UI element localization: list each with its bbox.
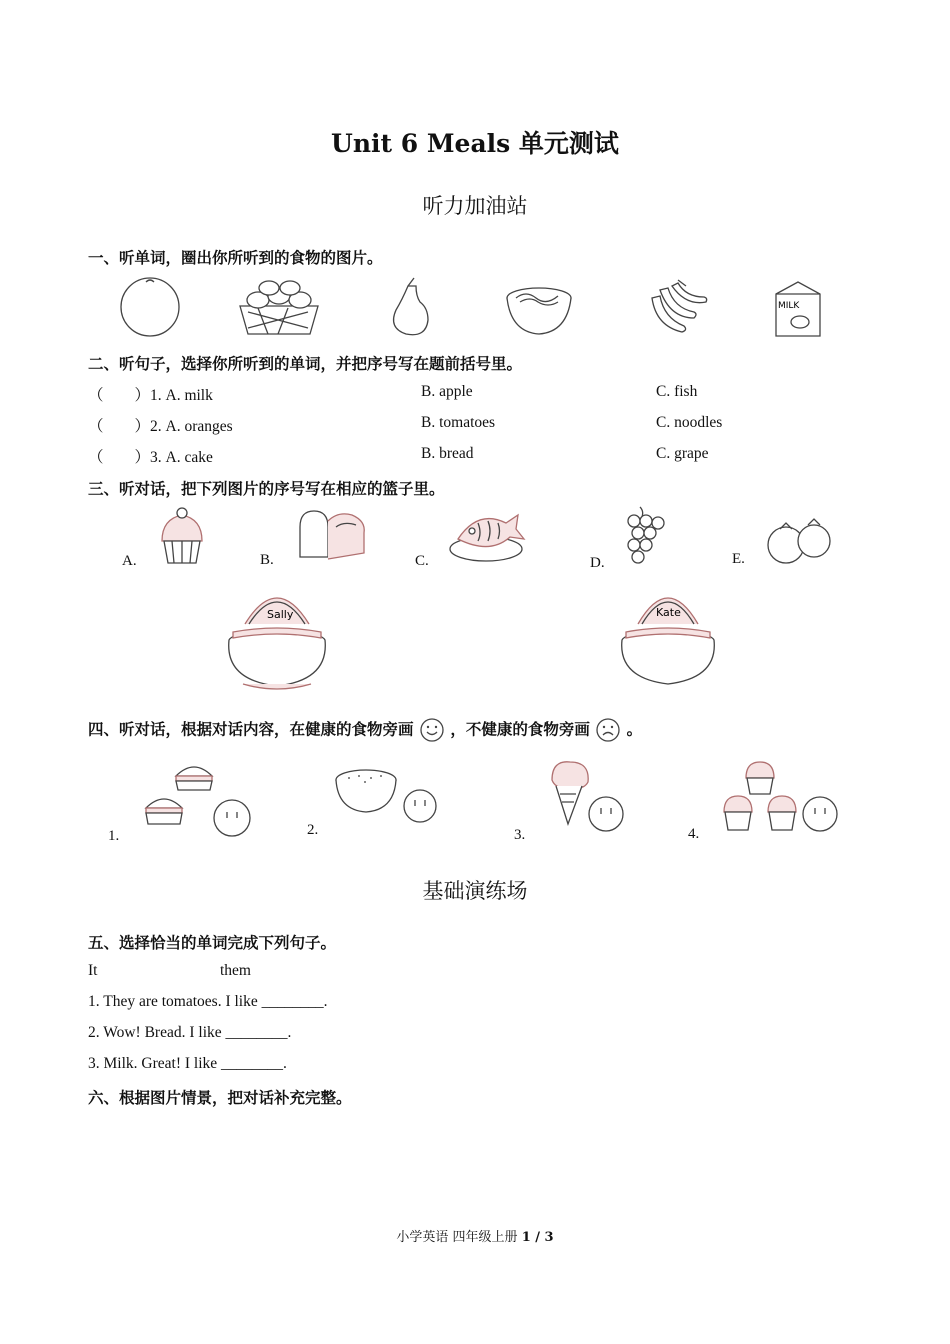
q2-row-2-a: （ ）2. A. oranges <box>88 418 233 435</box>
face-circle-2 <box>404 790 436 822</box>
noodles-bowl-icon <box>507 288 571 334</box>
question-1-text: 一、听单词，圈出你所听到的食物的图片。 <box>88 249 383 267</box>
q3-label-b: B. <box>260 552 274 568</box>
page-title: Unit 6 Meals 单元测试 <box>331 129 619 158</box>
tomatoes-icon <box>768 519 830 563</box>
section-heading-listening: 听力加油站 <box>422 194 528 218</box>
bread-icon <box>300 511 364 559</box>
q2-row-2-b: B. tomatoes <box>421 414 496 431</box>
pear-icon <box>394 278 428 335</box>
q5-sentence-1: 1. They are tomatoes. I like ________. <box>88 993 328 1010</box>
face-circle-4 <box>803 797 837 831</box>
q4-text-part-3: 。 <box>626 720 643 739</box>
q5-sentence-2: 2. Wow! Bread. I like ________. <box>88 1024 292 1041</box>
q5-word-them: them <box>220 962 251 979</box>
question-5-text: 五、选择恰当的单词完成下列句子。 <box>88 934 337 952</box>
page-footer <box>0 1226 950 1245</box>
question-2-text: 二、听句子，选择你所听到的单词，并把序号写在题前括号里。 <box>88 355 523 373</box>
q5-sentence-3: 3. Milk. Great! I like ________. <box>88 1055 287 1072</box>
q4-label-2: 2. <box>307 822 319 838</box>
milk-carton-label: MILK <box>778 301 800 311</box>
q2-row-1-c: C. fish <box>656 383 698 400</box>
q4-label-4: 4. <box>688 826 700 842</box>
basket-kate-label: Kate <box>656 606 681 619</box>
q3-label-a: A. <box>122 553 137 569</box>
orange-icon <box>121 278 179 336</box>
eggs-basket-icon <box>240 281 318 334</box>
q1-food-pictures <box>110 276 850 340</box>
face-circle-3 <box>589 797 623 831</box>
q3-label-c: C. <box>415 553 429 569</box>
basket-kate <box>618 584 718 692</box>
q3-label-d: D. <box>590 555 605 571</box>
q2-row-3-c: C. grape <box>656 445 709 462</box>
q4-label-1: 1. <box>108 828 120 844</box>
q3-label-e: E. <box>732 551 745 567</box>
basket-sally-label: Sally <box>267 608 294 621</box>
sad-face-icon <box>595 717 621 743</box>
q2-row-3-a: （ ）3. A. cake <box>88 449 213 466</box>
cupcake-icon <box>162 508 202 563</box>
basket-sally <box>225 584 330 694</box>
q3-food-pictures <box>150 505 850 571</box>
page-number: 1 / 3 <box>521 1230 554 1245</box>
ice-cream-icon <box>552 762 623 831</box>
q2-row-1-b: B. apple <box>421 383 473 400</box>
q2-row-3-b: B. bread <box>421 445 474 462</box>
question-6-text: 六、根据图片情景，把对话补充完整。 <box>88 1089 352 1107</box>
q4-text-part-2: ，不健康的食物旁画 <box>450 720 590 739</box>
q2-row-1-a: （ ）1. A. milk <box>88 387 213 404</box>
q2-row-2-c: C. noodles <box>656 414 723 431</box>
fish-plate-icon <box>450 515 524 561</box>
hamburgers-icon <box>146 767 250 836</box>
cupcakes-icon <box>724 762 837 831</box>
grapes-icon <box>628 507 664 563</box>
question-3-text: 三、听对话，把下列图片的序号写在相应的篮子里。 <box>88 480 445 498</box>
section-heading-basics: 基础演练场 <box>422 879 528 903</box>
footer-text: 小学英语 四年级上册 <box>396 1230 522 1245</box>
q4-food-pictures <box>140 760 850 840</box>
milk-carton-icon <box>776 282 820 336</box>
question-4-text <box>88 717 642 743</box>
rice-bowl-icon <box>336 770 436 822</box>
bananas-icon <box>652 280 707 332</box>
q4-text-part-1: 四、听对话，根据对话内容，在健康的食物旁画 <box>88 720 414 739</box>
smiley-face-icon <box>419 717 445 743</box>
q4-label-3: 3. <box>514 827 526 843</box>
q5-word-it: It <box>88 962 98 979</box>
face-circle-1 <box>214 800 250 836</box>
